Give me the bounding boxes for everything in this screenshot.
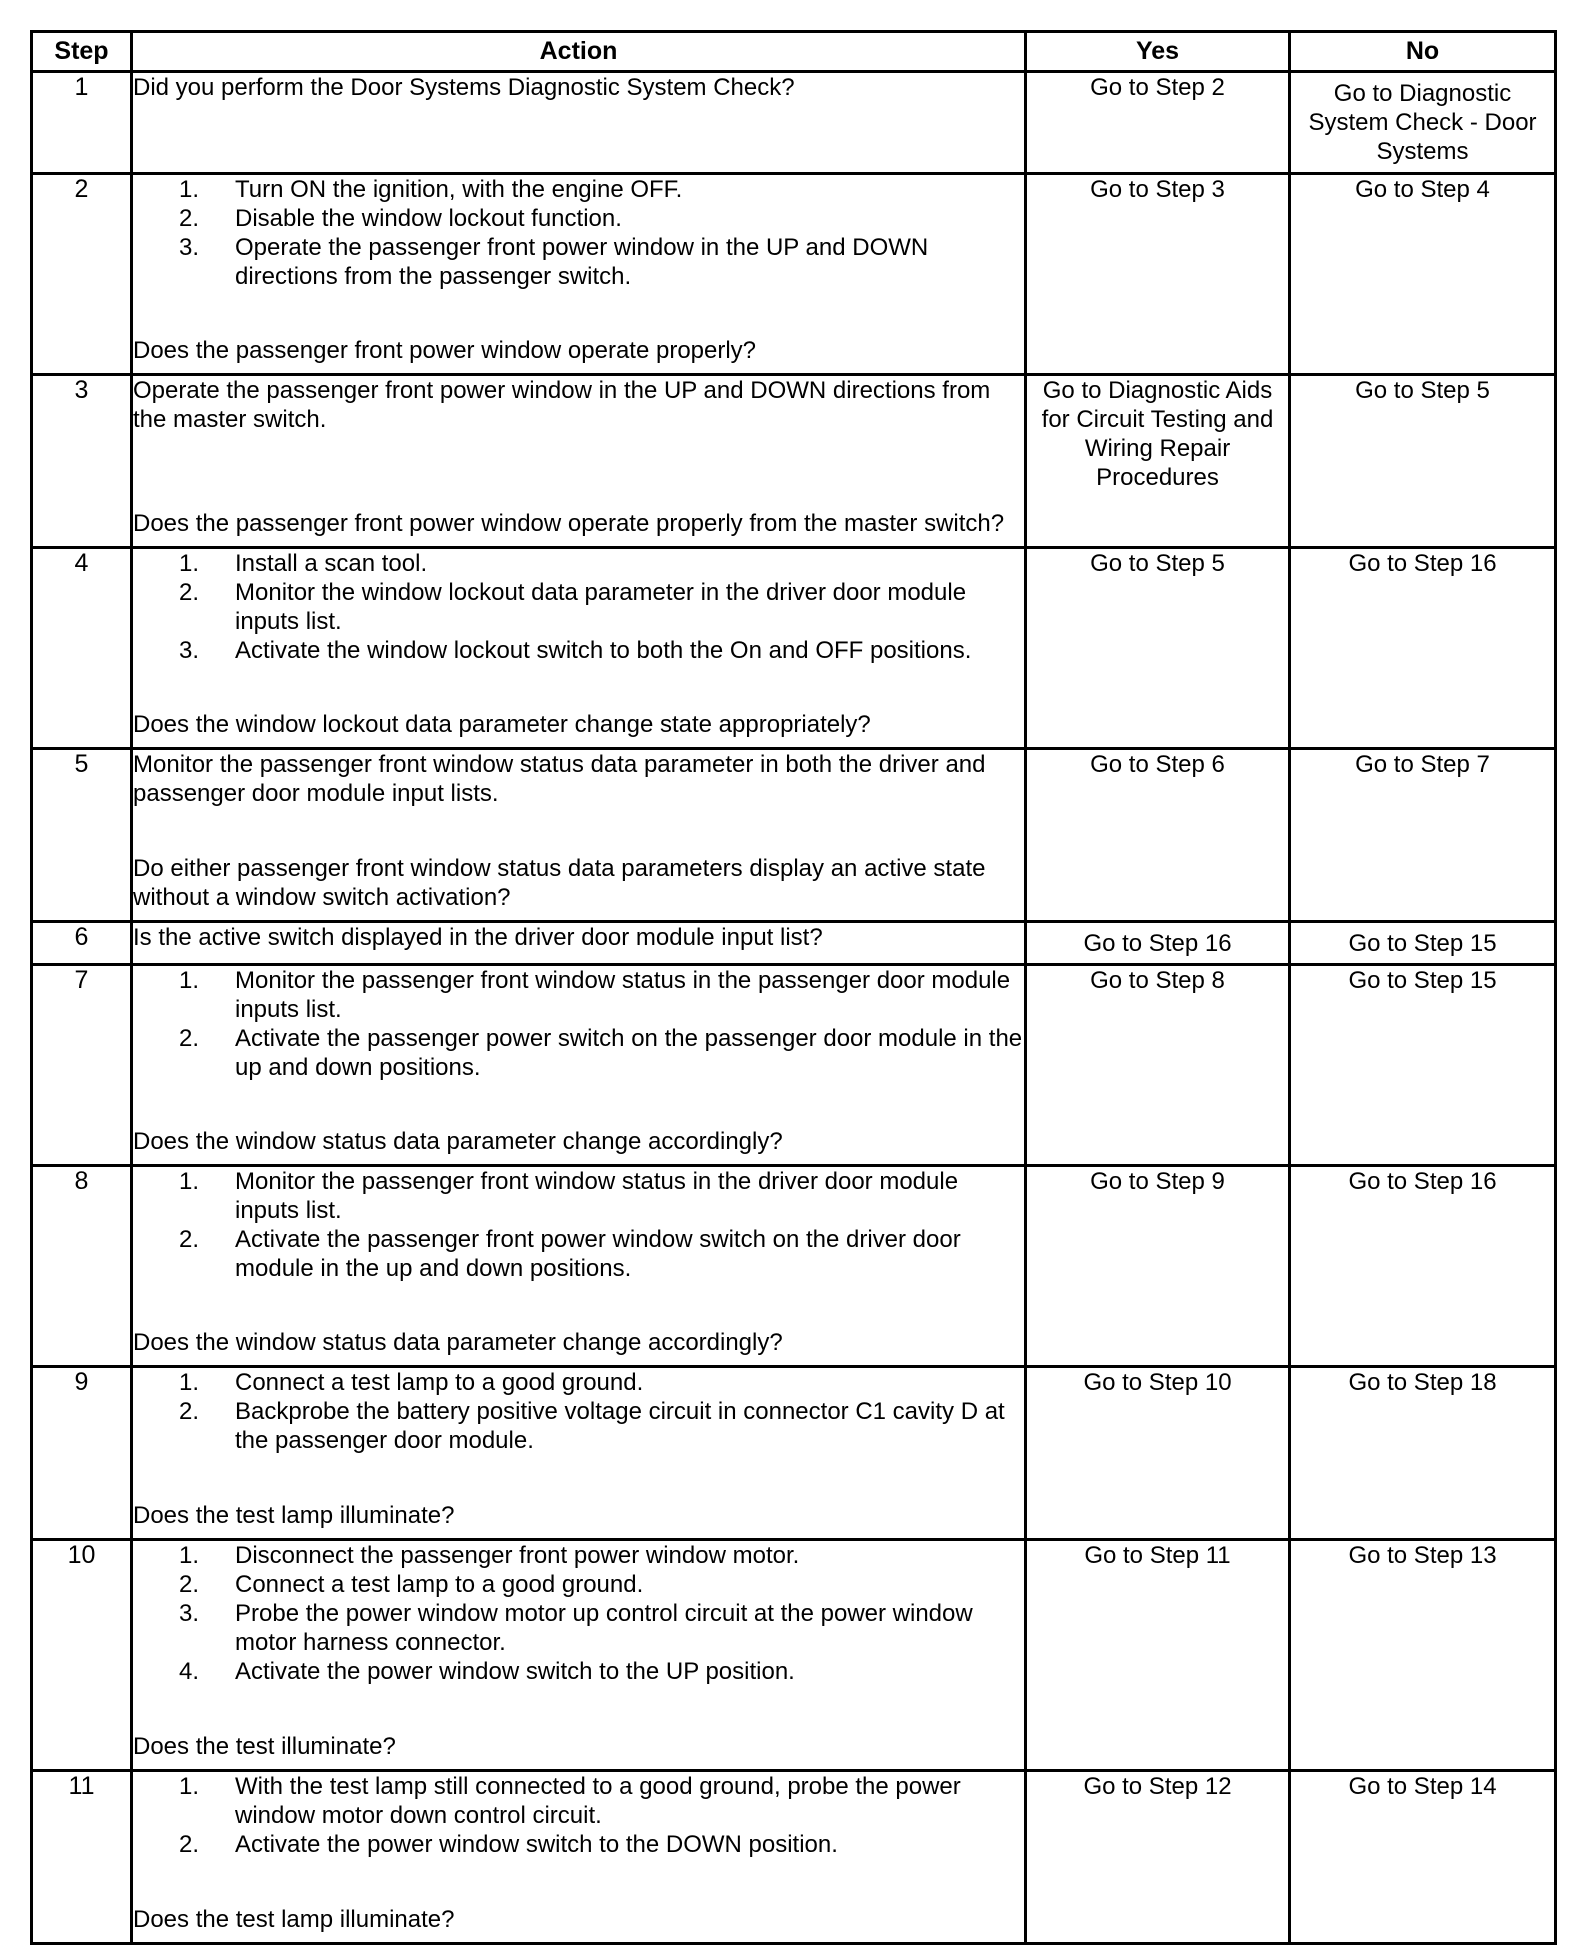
step-number: 1 [32, 72, 132, 174]
procedure-item [133, 1225, 1024, 1283]
procedure-item [133, 636, 1024, 665]
procedure-item-text: Activate the passenger power switch on the passenger door module in the up and down positions. [235, 1025, 1023, 1081]
action-cell [132, 922, 1026, 965]
action-cell [132, 1771, 1026, 1944]
procedure-item-number: 1. [179, 1369, 200, 1396]
diagnostic-question: Do either passenger front window status data parameters display an active state without a window switch activation? [133, 855, 986, 911]
yes-result: Go to Diagnostic Aids for Circuit Testing and Wiring Repair Procedures [1026, 375, 1290, 548]
table-row [32, 548, 1556, 749]
procedure-item-number: 2. [179, 1831, 200, 1858]
no-result: Go to Step 14 [1290, 1771, 1556, 1944]
action-instructions [133, 966, 1024, 1082]
action-instructions [133, 1167, 1024, 1283]
procedure-item [133, 578, 1024, 636]
action-cell [132, 72, 1026, 174]
diagnostic-question: Does the window status data parameter change accordingly? [133, 1329, 783, 1356]
procedure-item-number: 2. [179, 1398, 200, 1425]
procedure-item-number: 2. [179, 1571, 200, 1598]
step-number: 9 [32, 1367, 132, 1540]
table-row [32, 72, 1556, 174]
instruction-paragraph: Operate the passenger front power window in the UP and DOWN directions from the master switch. [133, 377, 991, 433]
procedure-item [133, 233, 1024, 291]
procedure-item-number: 1. [179, 1168, 200, 1195]
no-result: Go to Step 16 [1290, 1166, 1556, 1367]
no-result: Go to Step 15 [1290, 922, 1556, 965]
yes-result: Go to Step 10 [1026, 1367, 1290, 1540]
procedure-list [133, 175, 1024, 291]
header-row [32, 32, 1556, 72]
step-number: 10 [32, 1540, 132, 1771]
table-row [32, 174, 1556, 375]
procedure-item-number: 2. [179, 579, 200, 606]
procedure-list [133, 1368, 1024, 1455]
diagnostic-question: Does the passenger front power window operate properly? [133, 337, 757, 364]
procedure-item-number: 1. [179, 176, 200, 203]
procedure-item [133, 1397, 1024, 1455]
table-row [32, 375, 1556, 548]
step-number: 7 [32, 965, 132, 1166]
procedure-item [133, 1368, 1024, 1397]
procedure-item [133, 1570, 1024, 1599]
no-result: Go to Step 18 [1290, 1367, 1556, 1540]
diagnostic-question: Does the window status data parameter change accordingly? [133, 1128, 783, 1155]
diagnostic-question: Does the test lamp illuminate? [133, 1502, 455, 1529]
procedure-list [133, 1772, 1024, 1859]
yes-result: Go to Step 9 [1026, 1166, 1290, 1367]
procedure-item [133, 549, 1024, 578]
yes-result: Go to Step 12 [1026, 1771, 1290, 1944]
procedure-item-text: Probe the power window motor up control circuit at the power window motor harness connector. [235, 1600, 973, 1656]
procedure-list [133, 966, 1024, 1082]
table-row [32, 965, 1556, 1166]
action-cell [132, 749, 1026, 922]
yes-result: Go to Step 6 [1026, 749, 1290, 922]
procedure-item [133, 204, 1024, 233]
procedure-item [133, 1541, 1024, 1570]
action-cell [132, 1540, 1026, 1771]
no-result: Go to Step 16 [1290, 548, 1556, 749]
yes-result: Go to Step 2 [1026, 72, 1290, 174]
procedure-item-text: Connect a test lamp to a good ground. [235, 1369, 644, 1396]
diagnostic-question: Is the active switch displayed in the driver door module input list? [133, 924, 823, 951]
no-result: Go to Step 7 [1290, 749, 1556, 922]
action-cell [132, 1166, 1026, 1367]
procedure-item-text: Operate the passenger front power window in the UP and DOWN directions from the passenger switch. [235, 234, 929, 290]
no-result: Go to Step 15 [1290, 965, 1556, 1166]
yes-result: Go to Step 5 [1026, 548, 1290, 749]
step-number: 3 [32, 375, 132, 548]
procedure-item-text: Disable the window lockout function. [235, 205, 622, 232]
action-instructions [133, 376, 1024, 434]
step-number: 6 [32, 922, 132, 965]
procedure-item [133, 1772, 1024, 1830]
action-instructions [133, 175, 1024, 291]
procedure-list [133, 1541, 1024, 1686]
procedure-item [133, 1599, 1024, 1657]
procedure-item [133, 1167, 1024, 1225]
table-row [32, 1540, 1556, 1771]
procedure-item-text: Activate the power window switch to the UP position. [235, 1658, 795, 1685]
procedure-item-text: Activate the passenger front power window switch on the driver door module in the up and down positions. [235, 1226, 961, 1282]
procedure-item-number: 4. [179, 1658, 200, 1685]
action-instructions [133, 1368, 1024, 1455]
procedure-item-text: Turn ON the ignition, with the engine OFF. [235, 176, 683, 203]
procedure-list [133, 1167, 1024, 1283]
diagnostic-question: Does the test illuminate? [133, 1733, 396, 1760]
procedure-item [133, 175, 1024, 204]
table-body [32, 72, 1556, 1944]
action-cell [132, 1367, 1026, 1540]
no-result: Go to Step 13 [1290, 1540, 1556, 1771]
diagnostic-question: Does the window lockout data parameter change state appropriately? [133, 711, 871, 738]
procedure-item-number: 3. [179, 1600, 200, 1627]
diagnostic-question: Does the passenger front power window operate properly from the master switch? [133, 510, 1005, 537]
procedure-item-number: 2. [179, 1226, 200, 1253]
procedure-item-text: Backprobe the battery positive voltage circuit in connector C1 cavity D at the passenger door module. [235, 1398, 1005, 1454]
step-number: 11 [32, 1771, 132, 1944]
procedure-item-number: 2. [179, 205, 200, 232]
procedure-item-number: 3. [179, 637, 200, 664]
action-cell [132, 375, 1026, 548]
yes-result: Go to Step 11 [1026, 1540, 1290, 1771]
procedure-item-text: Activate the power window switch to the DOWN position. [235, 1831, 838, 1858]
table-row [32, 922, 1556, 965]
action-cell [132, 174, 1026, 375]
procedure-item-text: Monitor the window lockout data parameter in the driver door module inputs list. [235, 579, 967, 635]
procedure-item-text: Monitor the passenger front window status in the driver door module inputs list. [235, 1168, 959, 1224]
procedure-item-text: Disconnect the passenger front power window motor. [235, 1542, 800, 1569]
yes-result: Go to Step 3 [1026, 174, 1290, 375]
table-row [32, 1771, 1556, 1944]
table-row [32, 749, 1556, 922]
procedure-item-text: Activate the window lockout switch to both the On and OFF positions. [235, 637, 972, 664]
yes-result: Go to Step 8 [1026, 965, 1290, 1166]
procedure-item [133, 1657, 1024, 1686]
procedure-item-number: 1. [179, 967, 200, 994]
diagnostic-question: Does the test lamp illuminate? [133, 1906, 455, 1933]
action-instructions [133, 750, 1024, 808]
procedure-item [133, 1024, 1024, 1082]
no-result: Go to Step 4 [1290, 174, 1556, 375]
no-result: Go to Step 5 [1290, 375, 1556, 548]
yes-result: Go to Step 16 [1026, 922, 1290, 965]
diagnostic-table [30, 30, 1557, 1945]
header-step: Step [32, 32, 132, 72]
step-number: 2 [32, 174, 132, 375]
procedure-item-text: With the test lamp still connected to a good ground, probe the power window motor down control circuit. [235, 1773, 961, 1829]
procedure-item-number: 3. [179, 234, 200, 261]
diagnostic-question: Did you perform the Door Systems Diagnostic System Check? [133, 74, 795, 101]
table-row [32, 1367, 1556, 1540]
procedure-item [133, 966, 1024, 1024]
header-yes: Yes [1026, 32, 1290, 72]
procedure-item-text: Install a scan tool. [235, 550, 428, 577]
procedure-item-number: 1. [179, 550, 200, 577]
instruction-paragraph: Monitor the passenger front window status data parameter in both the driver and passenger door module input lists. [133, 751, 986, 807]
procedure-list [133, 549, 1024, 665]
procedure-item [133, 1830, 1024, 1859]
action-cell [132, 965, 1026, 1166]
step-number: 5 [32, 749, 132, 922]
step-number: 4 [32, 548, 132, 749]
header-no: No [1290, 32, 1556, 72]
no-result: Go to Diagnostic System Check - Door Systems [1290, 72, 1556, 174]
step-number: 8 [32, 1166, 132, 1367]
action-instructions [133, 549, 1024, 665]
action-instructions [133, 1772, 1024, 1859]
action-cell [132, 548, 1026, 749]
procedure-item-number: 1. [179, 1542, 200, 1569]
action-instructions [133, 1541, 1024, 1686]
table-row [32, 1166, 1556, 1367]
procedure-item-text: Monitor the passenger front window status in the passenger door module inputs list. [235, 967, 1011, 1023]
procedure-item-text: Connect a test lamp to a good ground. [235, 1571, 644, 1598]
procedure-item-number: 2. [179, 1025, 200, 1052]
header-action: Action [132, 32, 1026, 72]
procedure-item-number: 1. [179, 1773, 200, 1800]
